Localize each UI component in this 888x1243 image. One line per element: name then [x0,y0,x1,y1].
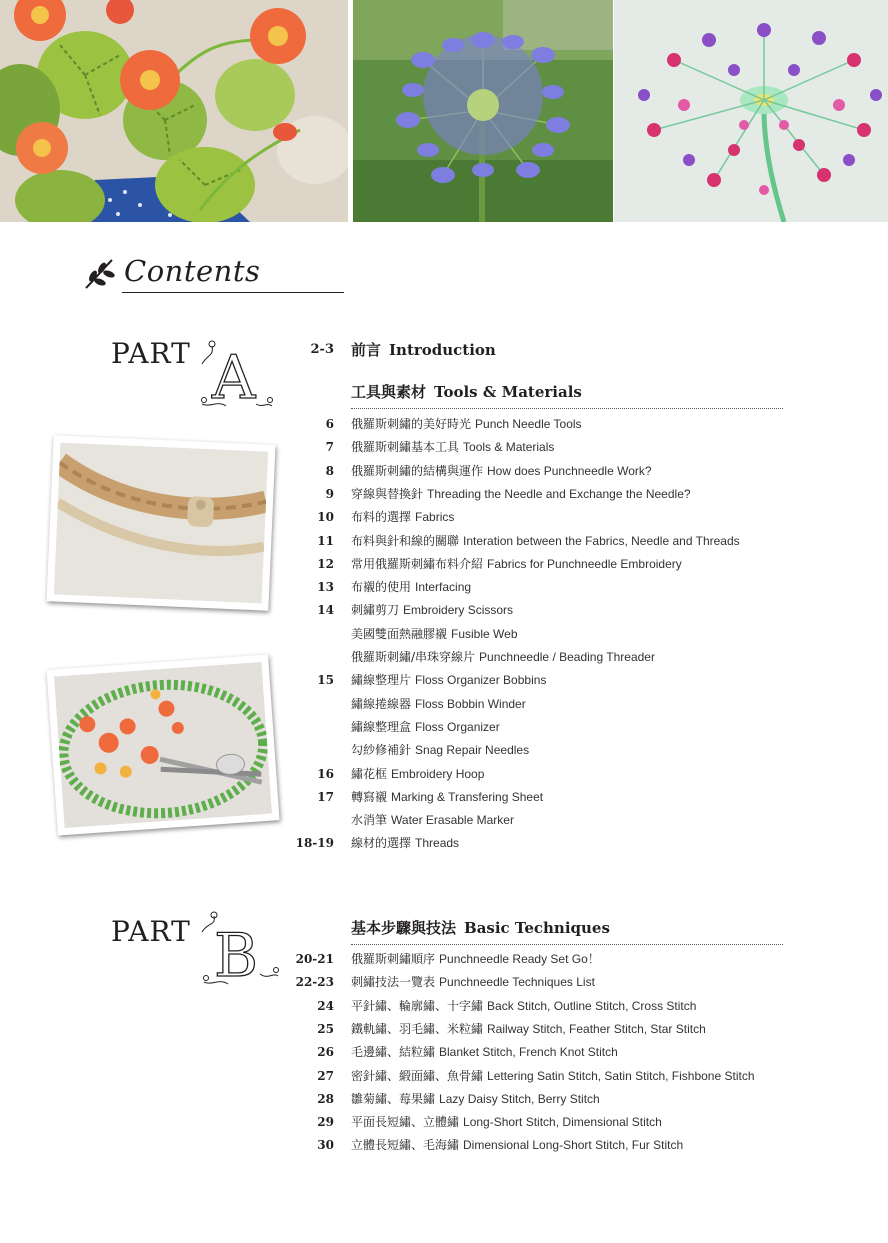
toc-page: 8 [325,463,334,478]
dotted-divider [351,408,783,409]
toc-title-zh: 平面長短繡、立體繡 [351,1115,460,1130]
part-a-letter-glyph: A [212,343,256,412]
toc-title-en: Back Stitch, Outline Stitch, Cross Stitch [487,998,697,1013]
toc-title-en: Fusible Web [451,626,518,641]
toc-entry[interactable] [290,600,810,620]
toc-entry[interactable] [290,717,810,737]
toc-title-en: Fabrics [415,510,455,525]
toc-entry[interactable] [290,624,810,644]
toc-entry[interactable] [290,996,810,1016]
toc-entry[interactable] [290,1135,810,1155]
toc-title-zh: 刺繡技法一覽表 [351,975,436,990]
part-a-letter [198,334,274,412]
toc-page: 18-19 [295,836,334,851]
toc-entry[interactable] [290,554,810,574]
section-title-zh: 工具與素材 [351,383,427,401]
part-b-letter [198,910,280,988]
toc-entry[interactable] [290,810,810,830]
section-basic-techniques [351,916,610,940]
toc-page: 22-23 [295,975,334,990]
toc-entry[interactable] [290,764,810,784]
toc-title-en: Punch Needle Tools [475,417,582,431]
toc-title-en: Railway Stitch, Feather Stitch, Star Stitch [487,1021,706,1036]
nasturtium-embroidery-photo [0,0,348,222]
toc-entry[interactable] [290,1066,810,1086]
toc-title-zh: 繡線捲線器 [351,696,412,711]
toc-title-zh: 俄羅斯刺繡順序 [351,952,436,966]
toc-title-en: Threads [415,836,460,851]
toc-title-en: Interfacing [415,580,472,595]
toc-entry[interactable] [290,414,810,434]
toc-title-en: Floss Organizer Bobbins [415,673,547,688]
section-title-en: Basic Techniques [464,919,610,937]
toc-entry[interactable] [290,670,810,690]
toc-entry[interactable] [290,694,810,714]
toc-title-en: Fabrics for Punchneedle Embroidery [487,556,682,571]
toc-title-en: Interation between the Fabrics, Needle and Threads [463,533,740,548]
agapanthus-flower-photo [353,0,613,222]
toc-page: 2-3 [310,342,334,357]
toc-entry[interactable] [290,577,810,597]
toc-page: 9 [325,486,334,501]
toc-entry[interactable] [290,1042,810,1062]
toc-title-en: Blanket Stitch, French Knot Stitch [439,1045,618,1060]
toc-title-en: Embroidery Scissors [403,603,514,618]
toc-entry[interactable] [290,833,810,853]
toc-page: 11 [317,533,334,548]
part-a-label: PART [111,337,191,370]
hoop-photo [46,435,275,611]
toc-page: 24 [317,998,334,1013]
toc-title-zh: 俄羅斯刺繡/串珠穿線片 [351,650,476,664]
toc-intro-row[interactable] [290,338,810,362]
toc-entry[interactable] [290,1089,810,1109]
toc-title-en: Tools & Materials [463,440,555,455]
toc-title-en: Embroidery Hoop [391,766,485,781]
toc-title-en: Introduction [389,341,496,359]
toc-title-zh: 俄羅斯刺繡基本工具 [351,440,460,455]
part-b-letter-glyph: B [214,921,259,988]
toc-title-en: Threading the Needle and Exchange the Needle? [427,486,691,501]
section-title-zh: 基本步驟與技法 [351,919,457,937]
toc-entry[interactable] [290,740,810,760]
toc-title-zh: 繡花框 [351,766,388,781]
toc-title-en: Marking & Transfering Sheet [391,789,544,804]
toc-title-zh: 美國雙面熱融膠襯 [351,626,448,641]
toc-title-en: Punchneedle Techniques List [439,975,595,990]
toc-page: 13 [317,580,334,595]
toc-title-en: Lettering Satin Stitch, Satin Stitch, Fishbone Stitch [487,1068,755,1083]
toc-entry[interactable] [290,949,810,969]
toc-title-zh: 密針繡、緞面繡、魚骨繡 [351,1068,484,1083]
toc-title-en: Lazy Daisy Stitch, Berry Stitch [439,1091,600,1106]
toc-page: 7 [325,440,334,455]
dotted-divider [351,944,783,945]
toc-title-zh: 俄羅斯刺繡的美好時光 [351,417,472,431]
part-b-label: PART [111,915,191,948]
contents-title [82,252,262,296]
toc-title-zh: 繡線整理片 [351,673,412,688]
toc-page: 30 [317,1138,334,1153]
toc-page: 10 [317,510,334,525]
toc-title-en: Floss Bobbin Winder [415,696,526,711]
title-underline [122,292,344,293]
toc-entry[interactable] [290,437,810,457]
toc-page: 28 [317,1091,334,1106]
embroidery-scissors-photo [46,654,279,835]
toc-title-zh: 毛邊繡、結粒繡 [351,1045,436,1060]
toc-page: 12 [317,556,334,571]
contents-heading: Contents [124,254,261,288]
toc-title-zh: 布料與針和線的關聯 [351,533,460,548]
toc-entry[interactable] [290,507,810,527]
leaf-sprig-icon [82,256,118,292]
toc-title-en: Punchneedle Ready Set Go！ [439,952,600,966]
toc-title-zh: 布料的選擇 [351,510,412,525]
toc-title-zh: 布襯的使用 [351,580,412,595]
toc-title-zh: 穿線與替換針 [351,486,424,501]
toc-page: 26 [317,1045,334,1060]
toc-page: 17 [317,789,334,804]
toc-entry[interactable] [290,1019,810,1039]
toc-entry[interactable] [290,972,810,992]
toc-entry[interactable] [290,484,810,504]
toc-entry[interactable] [290,647,810,667]
toc-page: 16 [317,766,334,781]
toc-title-zh: 繡線整理盒 [351,719,412,734]
toc-page: 29 [317,1115,334,1130]
toc-page: 27 [317,1068,334,1083]
toc-title-en: Snag Repair Needles [415,743,530,758]
toc-page: 25 [317,1021,334,1036]
toc-title-en: Punchneedle / Beading Threader [479,650,655,664]
toc-page: 15 [317,673,334,688]
toc-page: 20-21 [295,952,334,966]
agapanthus-embroidery-photo [614,0,888,222]
toc-title-en: Water Erasable Marker [391,813,514,828]
section-tools-materials [351,380,582,404]
toc-entry[interactable] [290,531,810,551]
toc-title-en: Floss Organizer [415,719,500,734]
toc-title-en: How does Punchneedle Work? [487,463,652,478]
toc-page: 14 [317,603,334,618]
toc-title-zh: 常用俄羅斯刺繡布料介紹 [351,556,484,571]
toc-title-zh: 前言 [351,341,382,359]
toc-title-en: Dimensional Long-Short Stitch, Fur Stitch [463,1138,684,1153]
section-title-en: Tools & Materials [434,383,582,401]
toc-entry[interactable] [290,787,810,807]
toc-title-en: Long-Short Stitch, Dimensional Stitch [463,1115,662,1130]
toc-title-zh: 水消筆 [351,813,388,828]
toc-title-zh: 刺繡剪刀 [351,603,400,618]
toc-title-zh: 轉寫襯 [351,789,388,804]
toc-title-zh: 平針繡、輪廓繡、十字繡 [351,998,484,1013]
toc-title-zh: 立體長短繡、毛海繡 [351,1138,460,1153]
toc-title-zh: 俄羅斯刺繡的結構與運作 [351,463,484,478]
toc-title-zh: 雛菊繡、莓果繡 [351,1091,436,1106]
toc-title-zh: 線材的選擇 [351,836,412,851]
toc-title-zh: 鐵軌繡、羽毛繡、米粒繡 [351,1021,484,1036]
toc-page: 6 [325,417,334,431]
toc-title-zh: 勾紗修補針 [351,743,412,758]
toc-entry[interactable] [290,461,810,481]
toc-entry[interactable] [290,1112,810,1132]
